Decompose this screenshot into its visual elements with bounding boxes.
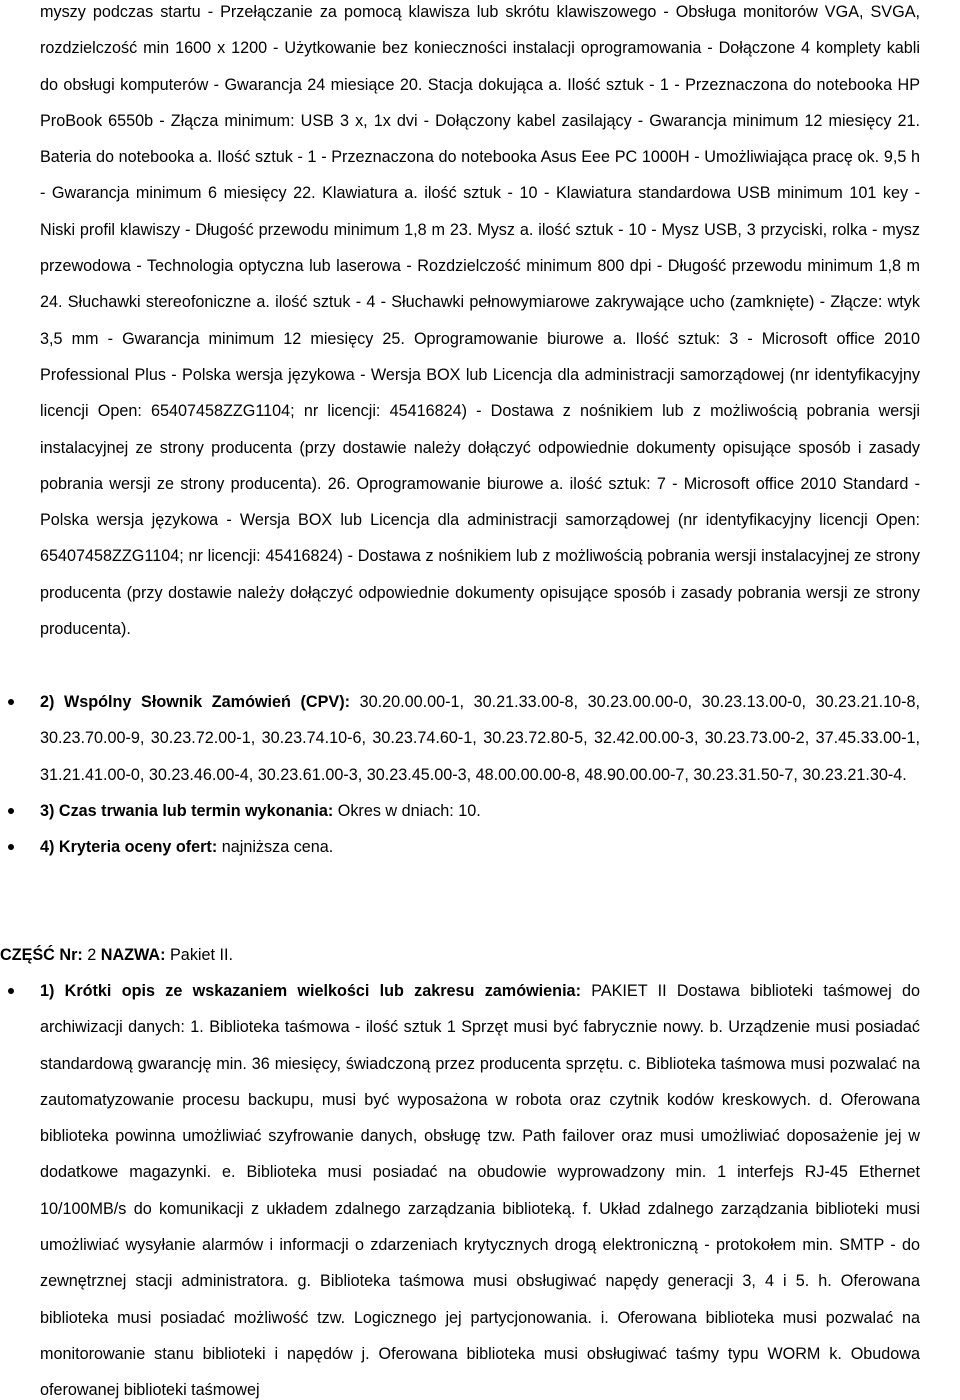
part-label: CZĘŚĆ — [0, 946, 55, 964]
duration-value: Okres w dniach: 10. — [333, 801, 481, 820]
bullet-dot-icon — [8, 699, 14, 705]
bullet-dot-icon — [8, 988, 14, 994]
duration-label: 3) Czas trwania lub termin wykonania: — [40, 801, 334, 820]
part-name-value: Pakiet II. — [165, 946, 233, 964]
part-nr-label: Nr: — [54, 946, 83, 964]
short-description-label: 1) Krótki opis ze wskazaniem wielkości lub zakresu zamówienia: — [40, 982, 581, 1000]
bullet-dot-icon — [8, 844, 14, 850]
criteria-item — [0, 829, 920, 865]
short-description-item — [0, 973, 920, 1400]
continuation-paragraph: myszy podczas startu - Przełączanie za pomocą klawisza lub skrótu klawiszowego - Obsługa monitorów VGA, SVGA, rozdzielczość min 1600 x 1200 - Użytkowanie bez konieczności instalacji oprogramowania - Dołączone 4 komplety kabli do obsługi komputerów - Gwarancja 24 miesiące 20. Stacja dokująca a. Ilość sztuk - 1 - Przeznaczona do notebooka HP ProBook 6550b - Złącza minimum: USB 3 x, 1x dvi - Dołączony kabel zasilający - Gwarancja minimum 12 miesięcy 21. Bateria do notebooka a. Ilość sztuk - 1 - Przeznaczona do notebooka Asus Eee PC 1000H - Umożliwiająca pracę ok. 9,5 h - Gwarancja minimum 6 miesięcy 22. Klawiatura a. ilość sztuk - 10 - Klawiatura standardowa USB minimum 101 key - Niski profil klawiszy - Długość przewodu minimum 1,8 m 23. Mysz a. ilość sztuk - 10 - Mysz USB, 3 przyciski, rolka - mysz przewodowa - Technologia optyczna lub laserowa - Rozdzielczość minimum 800 dpi - Długość przewodu minimum 1,8 m 24. Słuchawki stereofoniczne a. ilość sztuk - 4 - Słuchawki pełnowymiarowe zakrywające ucho (zamknięte) - Złącze: wtyk 3,5 mm - Gwarancja minimum 12 miesięcy 25. Oprogramowanie biurowe a. Ilość sztuk: 3 - Microsoft office 2010 Professional Plus - Polska wersja językowa - Wersja BOX lub Licencja dla administracji samorządowej (nr identyfikacyjny licencji Open: 65407458ZZG1104; nr licencji: 45416824) - Dostawa z nośnikiem lub z możliwością pobrania wersji instalacyjnej ze strony producenta (przy dostawie należy dołączyć odpowiednie dokumenty opisujące sposób i zasady pobrania wersji ze strony producenta). 26. Oprogramowanie biurowe a. ilość sztuk: 7 - Microsoft office 2010 Standard - Polska wersja językowa - Wersja BOX lub Licencja dla administracji samorządowej (nr identyfikacyjny licencji Open: 65407458ZZG1104; nr licencji: 45416824) - Dostawa z nośnikiem lub z możliwością pobrania wersji instalacyjnej ze strony producenta (przy dostawie należy dołączyć odpowiednie dokumenty opisujące sposób i zasady pobrania wersji ze strony producenta). — [40, 3, 920, 639]
part-nr-value: 2 — [82, 946, 97, 964]
part2-heading — [0, 937, 940, 973]
criteria-label: 4) Kryteria oceny ofert: — [40, 838, 218, 857]
duration-item — [0, 793, 920, 829]
short-description-text: PAKIET II Dostawa biblioteki taśmowej do archiwizacji danych: 1. Biblioteka taśmowa - ilość sztuk 1 Sprzęt musi być fabrycznie nowy. b. Urządzenie musi posiadać standardową gwarancję min. 36 miesięcy, świadczoną przez producenta sprzętu. c. Biblioteka taśmowa musi pozwalać na zautomatyzowanie procesu backupu, musi być wyposażona w robota oraz czytnik kodów kreskowych. d. Oferowana biblioteka powinna umożliwiać szyfrowanie danych, obsługę tzw. Path failover oraz musi umożliwiać doposażenie jej w dodatkowe magazynki. e. Biblioteka musi posiadać na obudowie wyprowadzony min. 1 interfejs RJ-45 Ethernet 10/100MB/s do komunikacji z układem zdalnego zarządzania biblioteką. f. Układ zdalnego zarządzania biblioteki musi umożliwiać wysyłanie alarmów i informacji o zdarzeniach krytycznych drogą elektroniczną - protokołem min. SMTP - do zewnętrznej stacji administratora. g. Biblioteka taśmowa musi obsługiwać napędy generacji 3, 4 i 5. h. Oferowana biblioteka musi posiadać możliwość tzw. Logicznego jej partycjonowania. i. Oferowana biblioteka musi pozwalać na monitorowanie stanu biblioteki i napędów j. Oferowana biblioteka musi obsługiwać taśmy typu WORM k. Obudowa oferowanej biblioteki taśmowej — [40, 982, 920, 1400]
part-name-label: NAZWA: — [96, 946, 166, 964]
cpv-item — [0, 684, 920, 793]
cpv-codes: 30.20.00.00-1, 30.21.33.00-8, 30.23.00.00-0, 30.23.13.00-0, 30.23.21.10-8, 30.23.70.00-9, 30.23.72.00-1, 30.23.74.10-6, 30.23.74.60-1, 30.23.72.80-5, 32.42.00.00-3, 30.23.73.00-2, 37.45.33.00-1, 31.21.41.00-0, 30.23.46.00-4, 30.23.61.00-3, 30.23.45.00-3, 48.00.00.00-8, 48.90.00.00-7, 30.23.31.50-7, 30.23.21.30-4. — [40, 693, 920, 784]
bullet-dot-icon — [8, 808, 14, 814]
cpv-label: 2) Wspólny Słownik Zamówień (CPV): — [40, 693, 350, 711]
part1-bullet-list — [0, 684, 960, 865]
part2-bullet-list — [0, 973, 960, 1400]
criteria-value: najniższa cena. — [217, 838, 334, 857]
